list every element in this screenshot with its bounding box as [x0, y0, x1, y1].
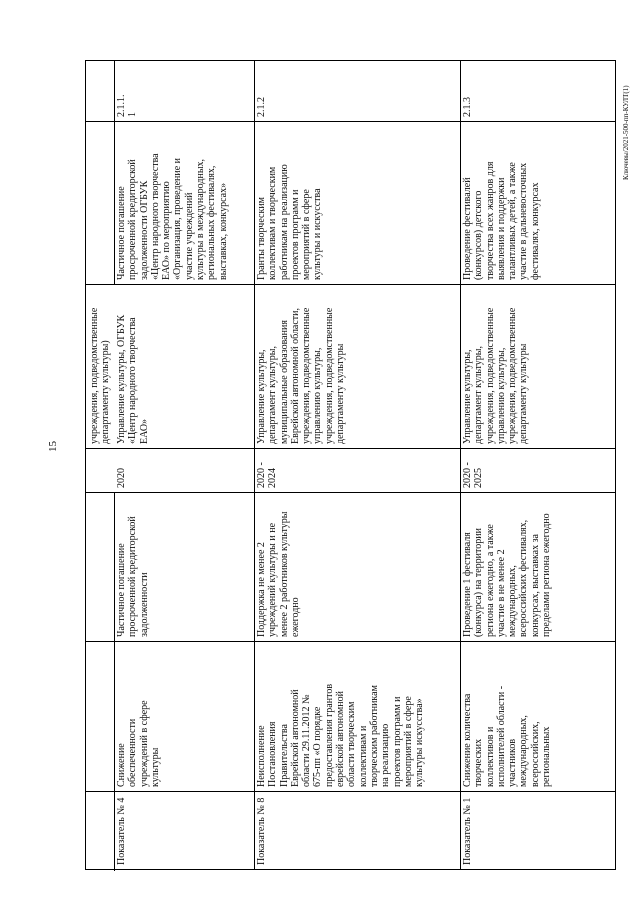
row-3-years: 2020 - 2025 [462, 462, 485, 488]
grid-line [114, 61, 115, 284]
row-2-number: 2.1.2 [256, 97, 267, 117]
header-executor-continuation: учреждения, подведомственные департаменту культуры) [89, 307, 112, 444]
row-3-executor: Управление культуры, департамент культуры, учреждения, подведомственные управлению культуры, учреждения, подведомственные департаменту культуры [462, 307, 530, 444]
row-2-result: Поддержка не менее 2 учреждений культуры и не менее 2 работников культуры ежегодно [256, 511, 301, 637]
row-2-executor: Управление культуры, департамент культуры, муниципальные образования Еврейской автономной области, учреждения, подведомственные управлению культуры, учреждения, подведомственные департаменту культуры [256, 307, 347, 444]
row-3-number: 2.1.3 [462, 97, 473, 117]
row-1-number: 2.1.1. 1 [116, 94, 139, 117]
grid-line [254, 61, 255, 869]
row-1-executor: Управление культуры, ОГБУК «Центр народного творчества ЕАО» [116, 314, 150, 444]
activities-table [85, 60, 616, 870]
row-1-consequences: Снижение обеспеченности учреждений в сфере культуры [116, 700, 161, 787]
row-2-event: Гранты творческим коллективам и творческим работникам на реализацию проектов программ и мероприятий в сфере культуры и искусства [256, 164, 324, 280]
row-1-event: Частичное погашение просроченной кредиторской задолженности ОГБУК «Центр народного творчества ЕАО» по мероприятию «Организация, проведение и участие учреждений культуры в международных, региональных фестивалях, выставках, конкурсах» [116, 153, 229, 280]
row-2-indicator: Показатель № 8 [256, 797, 267, 865]
row-1-indicator: Показатель № 4 [116, 797, 127, 865]
page-number: 15 [47, 441, 59, 452]
row-2-years: 2020 - 2024 [256, 462, 279, 488]
row-1-result: Частичное погашение просроченной кредиторской задолженности [116, 516, 150, 637]
grid-line [460, 61, 461, 869]
row-3-indicator: Показатель № 1 [462, 797, 473, 865]
row-3-consequences: Снижение количества творческих коллективов и исполнителей области - участников международных, всероссийских, региональных [462, 685, 553, 787]
row-3-event: Проведение фестивалей (конкурсов) детского творчества всех жанров для выявления и поддержки талантливых детей, а также участие в дальневосточных фестивалях, конкурсах [462, 161, 541, 280]
grid-line [114, 492, 115, 871]
row-3-result: Проведение 1 фестиваля (конкурса) на территории региона ежегодно, а также участие в не менее 2 международных, всероссийских фестивалях, конкурсах, выставках за пределами региона ежегодно [462, 513, 553, 637]
row-1-years: 2020 [116, 468, 127, 488]
document-reference: Ключевы/2021-500-пп-КУЛТ(1) [622, 85, 630, 180]
row-2-consequences: Неисполнение Постановления Правительства Еврейской автономной области 29.11.2012 № 675-пп «О порядке предоставления грантов еврейской автономной области творческим коллективам и творческим работникам на реализацию проектов программ и мероприятий в сфере культуры искусства» [256, 683, 426, 787]
